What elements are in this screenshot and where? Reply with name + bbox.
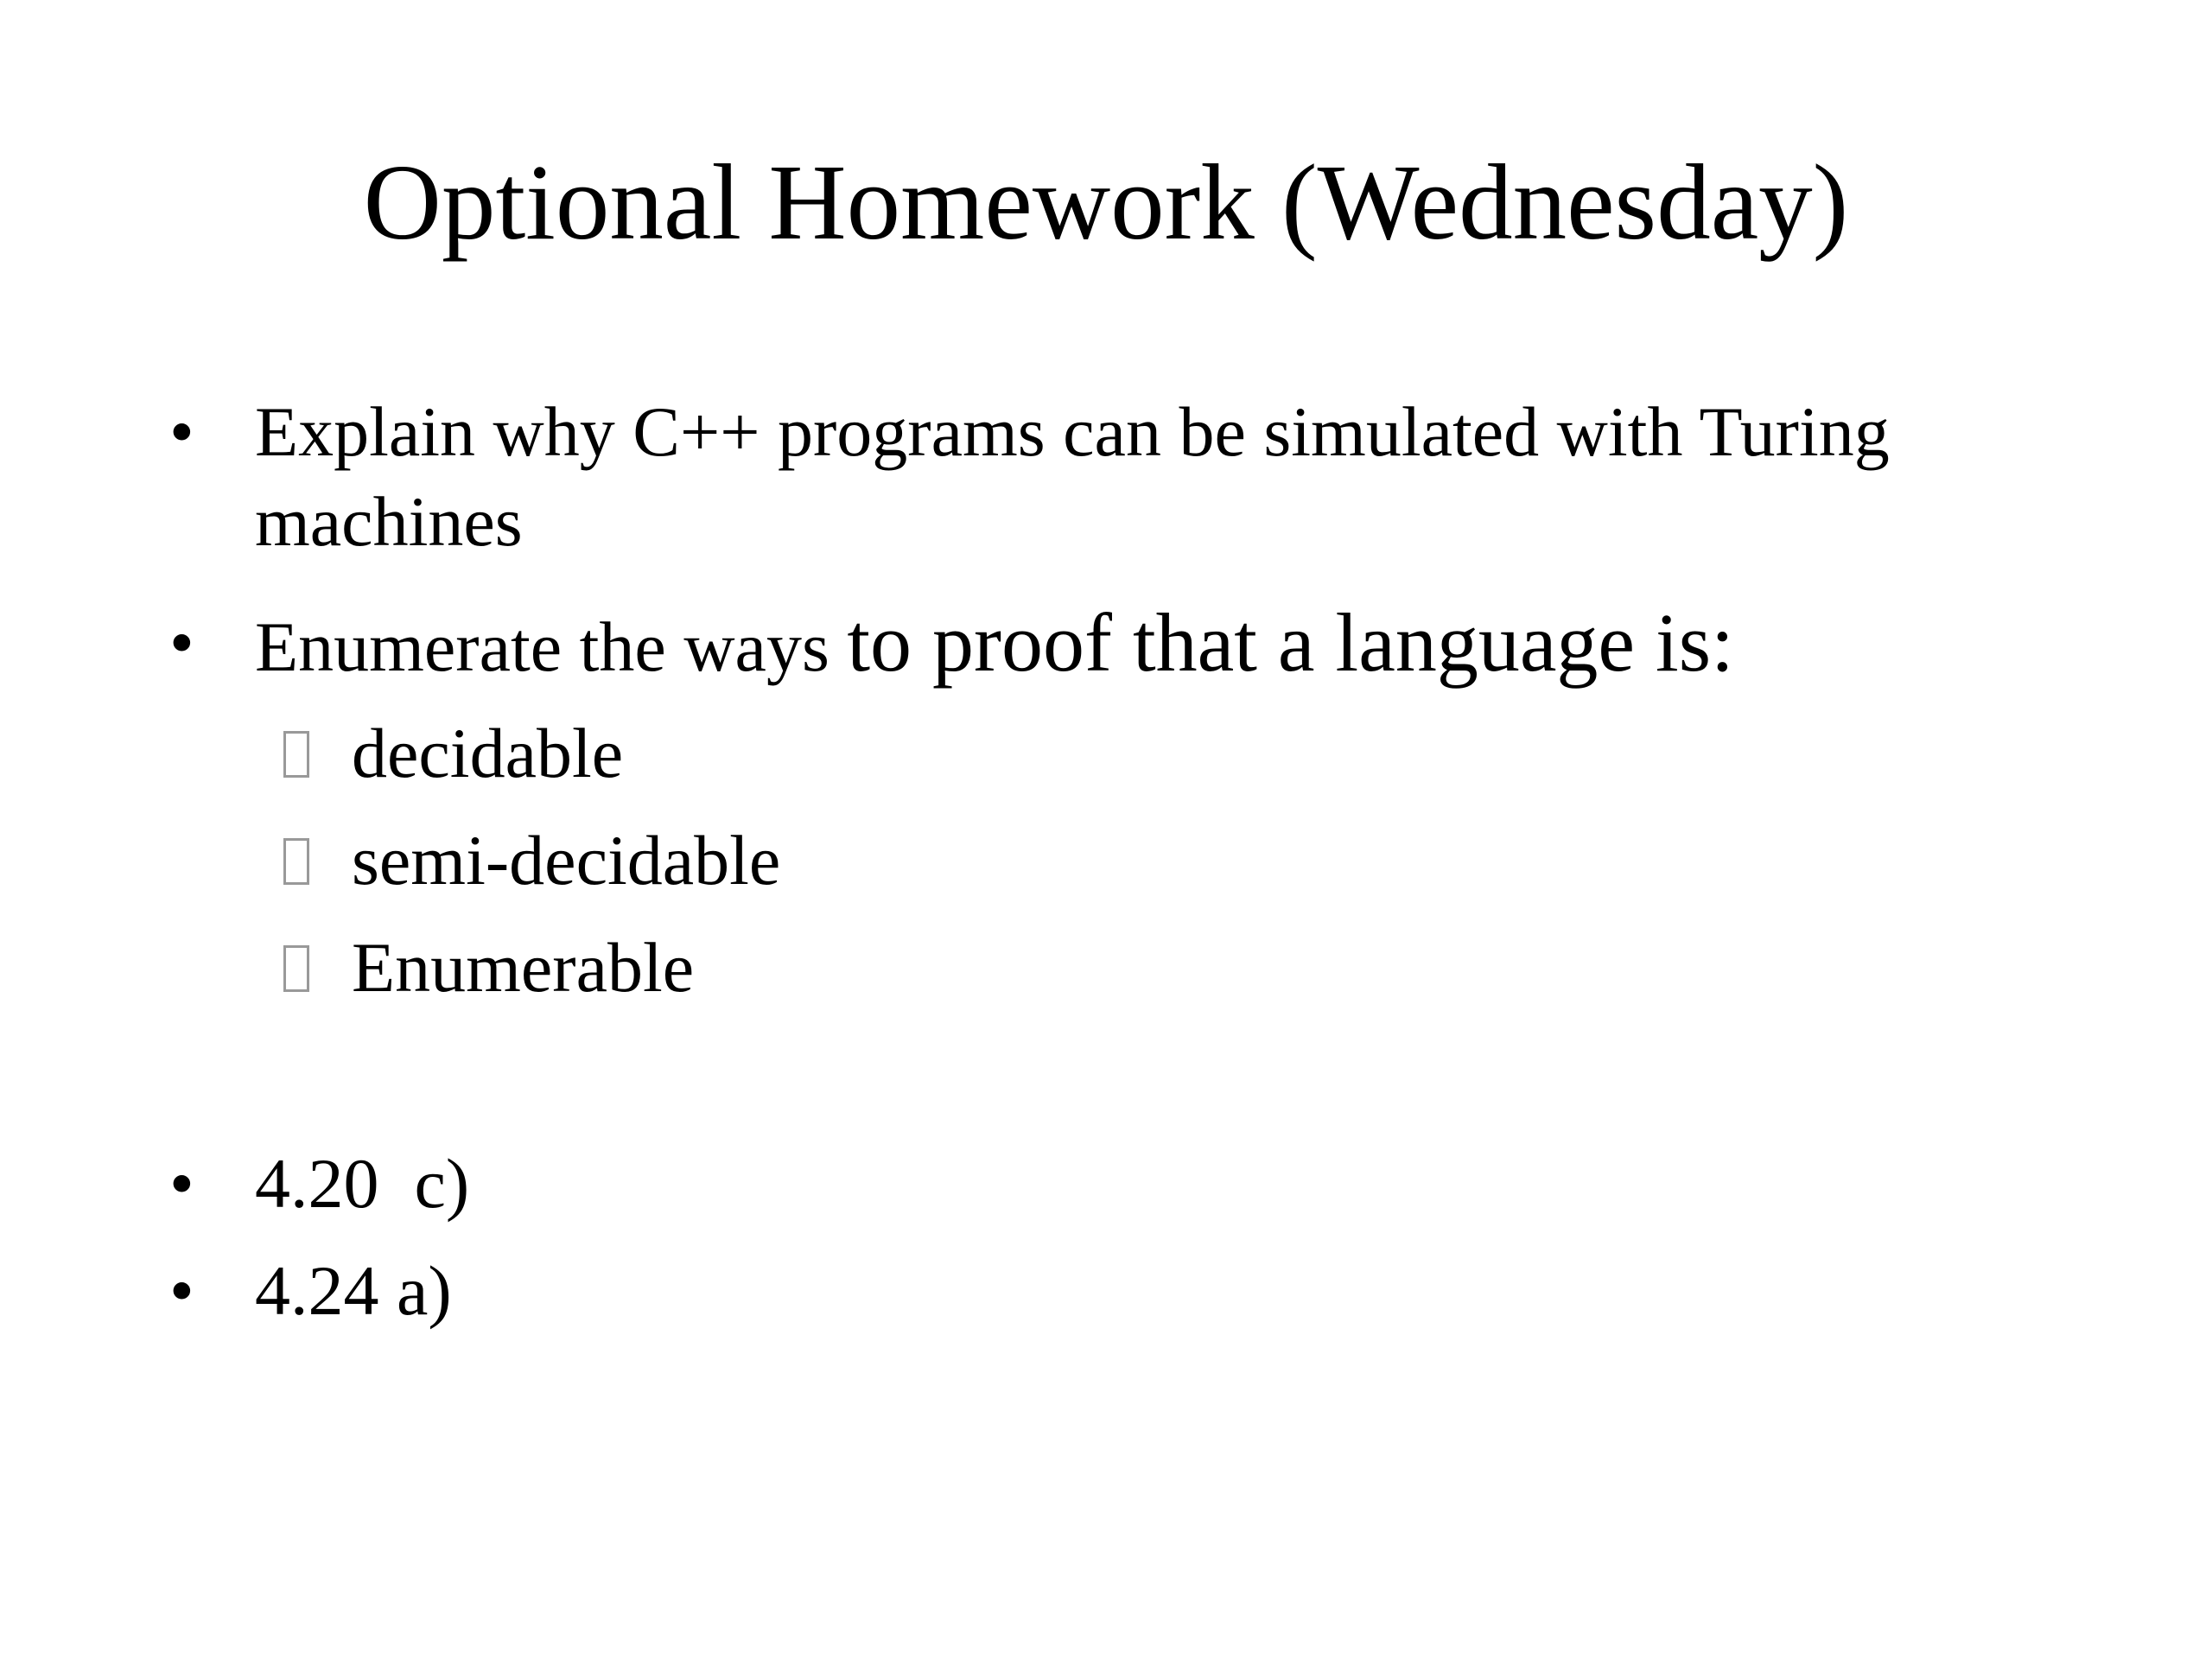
bullet-3-text: 4.20 c) [255,1144,470,1223]
bullet-icon: • [169,1144,194,1223]
bullet-1-line-2: machines [255,482,523,561]
subitem-semi-decidable: semi-decidable [352,821,781,899]
subitem-enumerable: Enumerable [352,928,695,1007]
bullet-2-text [255,598,1734,692]
bullet-icon: • [169,1251,194,1330]
bullet-2-text-large: to proof that a language is: [847,596,1734,689]
missing-glyph-box-icon [283,838,309,885]
bullet-1-line-1: Explain why C++ programs can be simulated with Turing [255,392,1890,471]
bullet-4-text: 4.24 a) [255,1251,452,1330]
missing-glyph-box-icon [283,731,309,778]
bullet-icon: • [169,603,194,682]
subitem-decidable: decidable [352,714,624,792]
bullet-2-text-small: Enumerate the ways [255,607,848,686]
slide-title: Optional Homework (Wednesday) [363,143,1849,263]
bullet-icon: • [169,392,194,471]
missing-glyph-box-icon [283,945,309,992]
